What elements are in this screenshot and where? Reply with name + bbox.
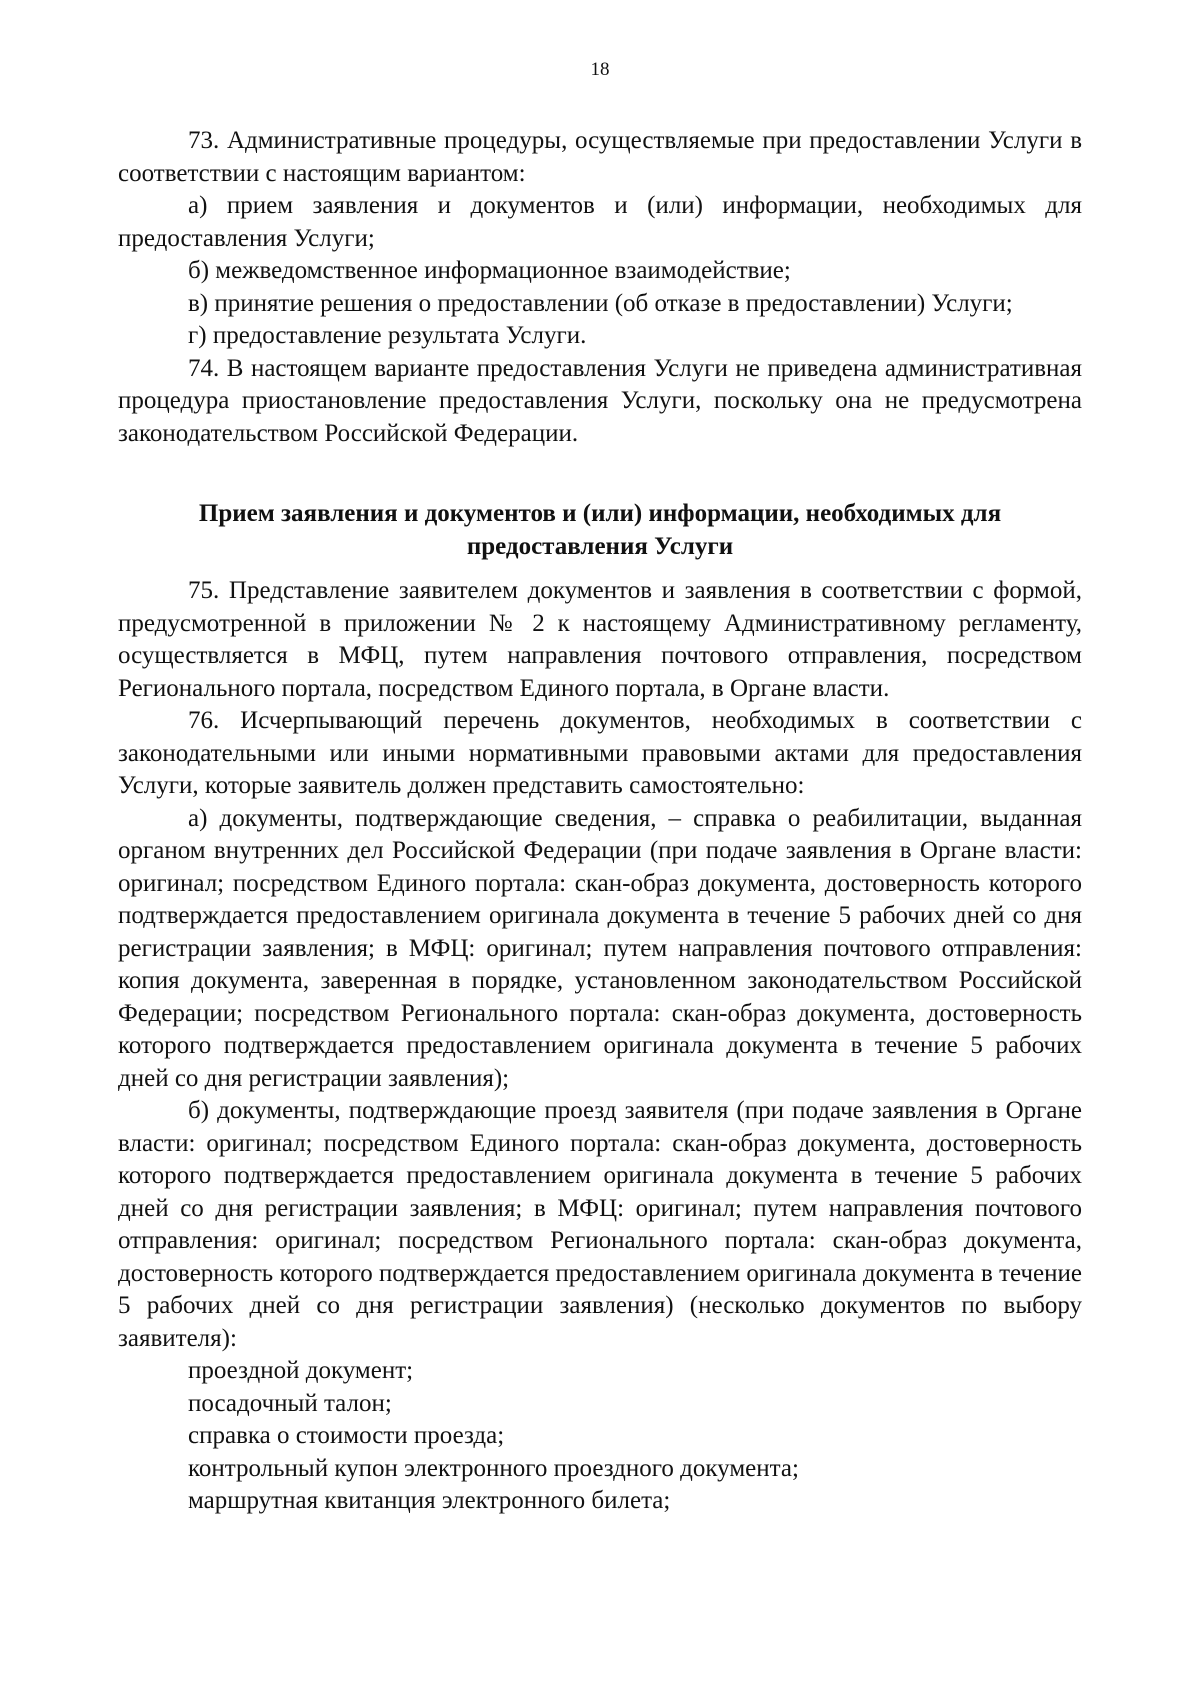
list-item: посадочный талон; (188, 1389, 392, 1417)
section-heading-line-2: предоставления Услуги (466, 533, 734, 560)
paragraph-73-item-b: б) межведомственное информационное взаимодействие; (188, 257, 791, 284)
list-item: маршрутная квитанция электронного билета; (188, 1487, 671, 1514)
paragraph-76-item-a: а) документы, подтверждающие сведения, – справка о реабилитации, выданная органом внутренних дел Российской Федерации (при подаче заявления в Органе власти: оригинал; посредством Единого портала: скан-образ документа, достоверность которого подтверждается предоставлением оригинала документа в течение 5 рабочих дней со дня регистрации заявления; в МФЦ: оригинал; путем направления почтового отправления: копия документа, заверенная в порядке, установленном законодательством Российской Федерации; посредством Регионального портала: скан-образ документа, достоверность которого подтверждается предоставлением оригинала документа в течение 5 рабочих дней со дня регистрации заявления); (118, 804, 1082, 1092)
section-heading-line-1: Прием заявления и документов и (или) информации, необходимых для (198, 500, 1002, 527)
paragraph-73-item-a: а) прием заявления и документов и (или) информации, необходимых для предоставления Услуги; (118, 192, 1082, 252)
document-page (118, 58, 1082, 1518)
page-number: 18 (590, 59, 610, 80)
paragraph-73-item-v: в) принятие решения о предоставлении (об отказе в предоставлении) Услуги; (188, 289, 1013, 317)
paragraph-75: 75. Представление заявителем документов и заявления в соответствии с формой, предусмотренной в приложении № 2 к настоящему Административному регламенту, осуществляется в МФЦ, путем направления почтового отправления, посредством Регионального портала, посредством Единого портала, в Органе власти. (118, 577, 1082, 702)
list-item: справка о стоимости проезда; (188, 1422, 505, 1449)
paragraph-73-item-g: г) предоставление результата Услуги. (188, 322, 587, 349)
paragraph-76: 76. Исчерпывающий перечень документов, необходимых в соответствии с законодательными или иными нормативными правовыми актами для предоставления Услуги, которые заявитель должен представить самостоятельно: (118, 707, 1082, 799)
list-item: проездной документ; (188, 1357, 414, 1384)
list-item: контрольный купон электронного проездного документа; (188, 1454, 799, 1482)
paragraph-76-item-b: б) документы, подтверждающие проезд заявителя (при подаче заявления в Органе власти: оригинал; посредством Единого портала: скан-образ документа, достоверность которого подтверждается предоставлением оригинала документа в течение 5 рабочих дней со дня регистрации заявления; в МФЦ: оригинал; путем направления почтового отправления: оригинал; посредством Регионального портала: скан-образ документа, достоверность которого подтверждается предоставлением оригинала документа в течение 5 рабочих дней со дня регистрации заявления) (несколько документов по выбору заявителя): (118, 1097, 1082, 1352)
document-list (118, 1355, 1082, 1518)
paragraph-74: 74. В настоящем варианте предоставления Услуги не приведена административная процедура приостановление предоставления Услуги, поскольку она не предусмотрена законодательством Российской Федерации. (118, 354, 1082, 447)
section-heading (118, 497, 1082, 563)
paragraph-73: 73. Административные процедуры, осуществляемые при предоставлении Услуги в соответствии с настоящим вариантом: (118, 127, 1082, 187)
